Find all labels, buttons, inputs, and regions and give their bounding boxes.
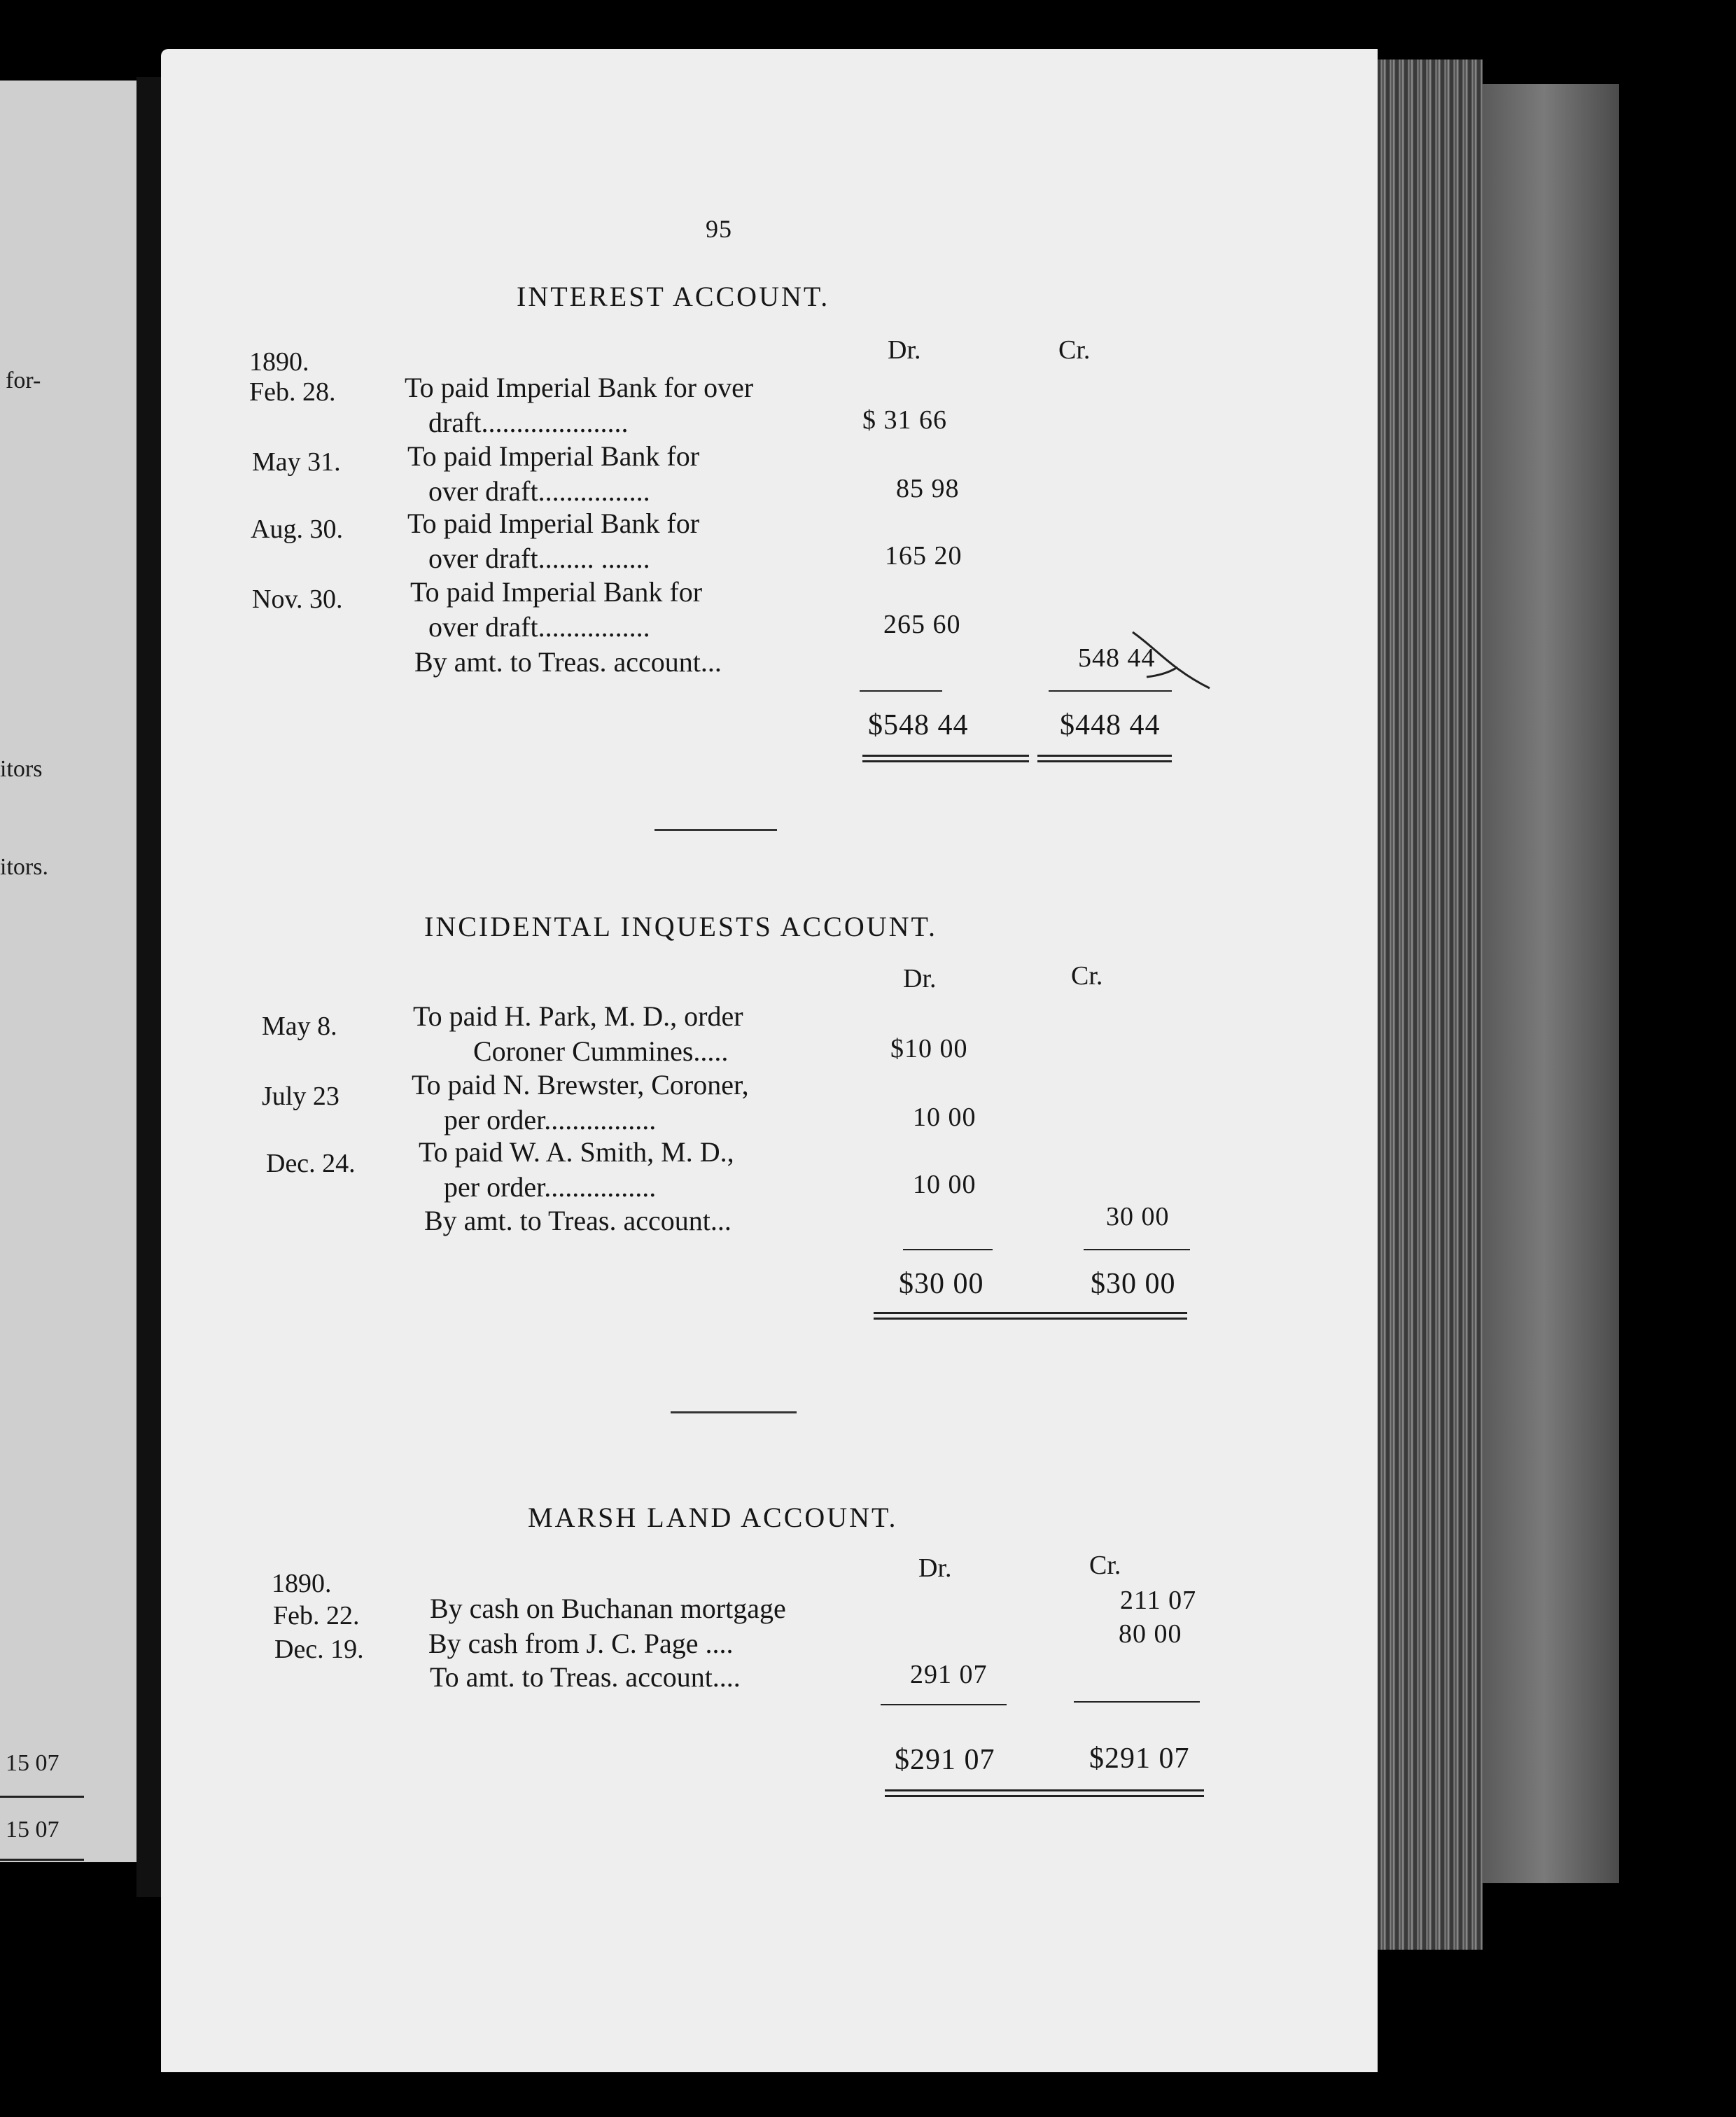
interest-cr-header: Cr. bbox=[1058, 335, 1091, 365]
marsh-cr-header: Cr. bbox=[1089, 1551, 1121, 1580]
marsh-entry-line: To amt. to Treas. account.... bbox=[430, 1661, 741, 1693]
inquests-date: May 8. bbox=[262, 1012, 337, 1041]
interest-year: 1890. bbox=[249, 347, 309, 377]
book-cover-edge bbox=[1483, 84, 1619, 1883]
inquests-entry-line: per order................ bbox=[444, 1171, 657, 1203]
interest-total-dr: $548 44 bbox=[868, 709, 969, 741]
inquests-by-line: By amt. to Treas. account... bbox=[424, 1205, 732, 1236]
left-amount-2: 15 07 bbox=[6, 1817, 59, 1843]
inquests-by-cr-amount: 30 00 bbox=[1106, 1202, 1170, 1231]
marsh-total-dr: $291 07 bbox=[895, 1744, 995, 1776]
marsh-double-rule bbox=[885, 1789, 1204, 1797]
inquests-entry-line: per order................ bbox=[444, 1104, 657, 1136]
inquests-title: INCIDENTAL INQUESTS ACCOUNT. bbox=[424, 911, 937, 942]
marsh-cr-amount: 211 07 bbox=[1120, 1586, 1197, 1615]
inquests-entry-line: To paid N. Brewster, Coroner, bbox=[412, 1069, 749, 1101]
interest-entry-line: To paid Imperial Bank for bbox=[407, 508, 700, 539]
interest-dr-amount: $ 31 66 bbox=[862, 405, 947, 435]
inquests-dr-amount: $10 00 bbox=[890, 1034, 968, 1063]
interest-entry-line: draft..................... bbox=[428, 407, 629, 438]
interest-entry-line: over draft................ bbox=[428, 475, 650, 507]
left-fragment-2: itors bbox=[0, 756, 43, 782]
interest-dr-header: Dr. bbox=[888, 335, 921, 365]
inquests-cr-subtotal-rule bbox=[1084, 1249, 1190, 1250]
inquests-entry-line: To paid H. Park, M. D., order bbox=[413, 1000, 743, 1032]
interest-dr-amount: 165 20 bbox=[885, 541, 962, 571]
inquests-entry-line: To paid W. A. Smith, M. D., bbox=[419, 1136, 734, 1168]
marsh-entry-line: By cash from J. C. Page .... bbox=[428, 1628, 734, 1659]
marsh-title: MARSH LAND ACCOUNT. bbox=[528, 1502, 898, 1533]
marsh-date: Dec. 19. bbox=[274, 1635, 364, 1664]
marsh-entry-line: By cash on Buchanan mortgage bbox=[430, 1593, 786, 1624]
marsh-dr-subtotal-rule bbox=[881, 1704, 1007, 1705]
marsh-date: Feb. 22. bbox=[273, 1601, 360, 1630]
ledger-page bbox=[161, 49, 1378, 2072]
inquests-double-rule bbox=[874, 1312, 1187, 1320]
section-separator bbox=[671, 1411, 797, 1413]
interest-cr-double-rule bbox=[1037, 755, 1172, 762]
marsh-year: 1890. bbox=[272, 1569, 332, 1598]
inquests-entry-line: Coroner Cummines..... bbox=[473, 1035, 729, 1067]
inquests-total-cr: $30 00 bbox=[1091, 1268, 1176, 1300]
interest-date: Feb. 28. bbox=[249, 377, 336, 407]
left-fragment-1: for- bbox=[6, 368, 41, 393]
interest-date: Nov. 30. bbox=[252, 585, 343, 614]
interest-by-line: By amt. to Treas. account... bbox=[414, 646, 722, 678]
marsh-cr-amount: 80 00 bbox=[1119, 1619, 1182, 1649]
marsh-dr-amount: 291 07 bbox=[910, 1660, 988, 1689]
interest-entry-line: To paid Imperial Bank for bbox=[410, 576, 703, 608]
inquests-dr-subtotal-rule bbox=[903, 1249, 993, 1250]
interest-entry-line: over draft................ bbox=[428, 611, 650, 643]
marsh-cr-subtotal-rule bbox=[1074, 1701, 1200, 1703]
inquests-total-dr: $30 00 bbox=[899, 1268, 984, 1300]
interest-entry-line: To paid Imperial Bank for over bbox=[405, 372, 754, 403]
inquests-dr-amount: 10 00 bbox=[913, 1170, 976, 1199]
interest-by-cr-amount: 548 44 bbox=[1078, 643, 1156, 673]
marsh-dr-header: Dr. bbox=[918, 1553, 952, 1583]
left-amount-1: 15 07 bbox=[6, 1750, 59, 1776]
left-fragment-3: itors. bbox=[0, 854, 48, 880]
inquests-date: Dec. 24. bbox=[266, 1149, 356, 1178]
page-number: 95 bbox=[706, 215, 732, 243]
interest-dr-amount: 265 60 bbox=[883, 610, 961, 639]
left-rule bbox=[0, 1796, 84, 1798]
inquests-cr-header: Cr. bbox=[1071, 961, 1103, 991]
interest-total-cr: $448 44 bbox=[1060, 709, 1161, 741]
interest-cr-subtotal-rule bbox=[1049, 690, 1172, 692]
inquests-dr-header: Dr. bbox=[903, 964, 937, 993]
marsh-total-cr: $291 07 bbox=[1089, 1742, 1190, 1775]
interest-dr-subtotal-rule bbox=[860, 690, 942, 692]
page-edges bbox=[1378, 60, 1483, 1950]
interest-entry-line: To paid Imperial Bank for bbox=[407, 440, 700, 472]
interest-date: May 31. bbox=[252, 447, 341, 477]
interest-dr-amount: 85 98 bbox=[896, 474, 960, 503]
book-gutter bbox=[136, 77, 161, 1897]
interest-entry-line: over draft........ ....... bbox=[428, 543, 650, 574]
inquests-dr-amount: 10 00 bbox=[913, 1103, 976, 1132]
inquests-date: July 23 bbox=[262, 1082, 340, 1111]
interest-date: Aug. 30. bbox=[251, 515, 343, 544]
section-separator bbox=[654, 829, 777, 831]
interest-dr-double-rule bbox=[862, 755, 1029, 762]
interest-title: INTEREST ACCOUNT. bbox=[517, 281, 830, 312]
left-double-rule bbox=[0, 1859, 84, 1861]
left-facing-page bbox=[0, 81, 136, 1862]
pencil-correction-mark bbox=[1127, 627, 1214, 693]
